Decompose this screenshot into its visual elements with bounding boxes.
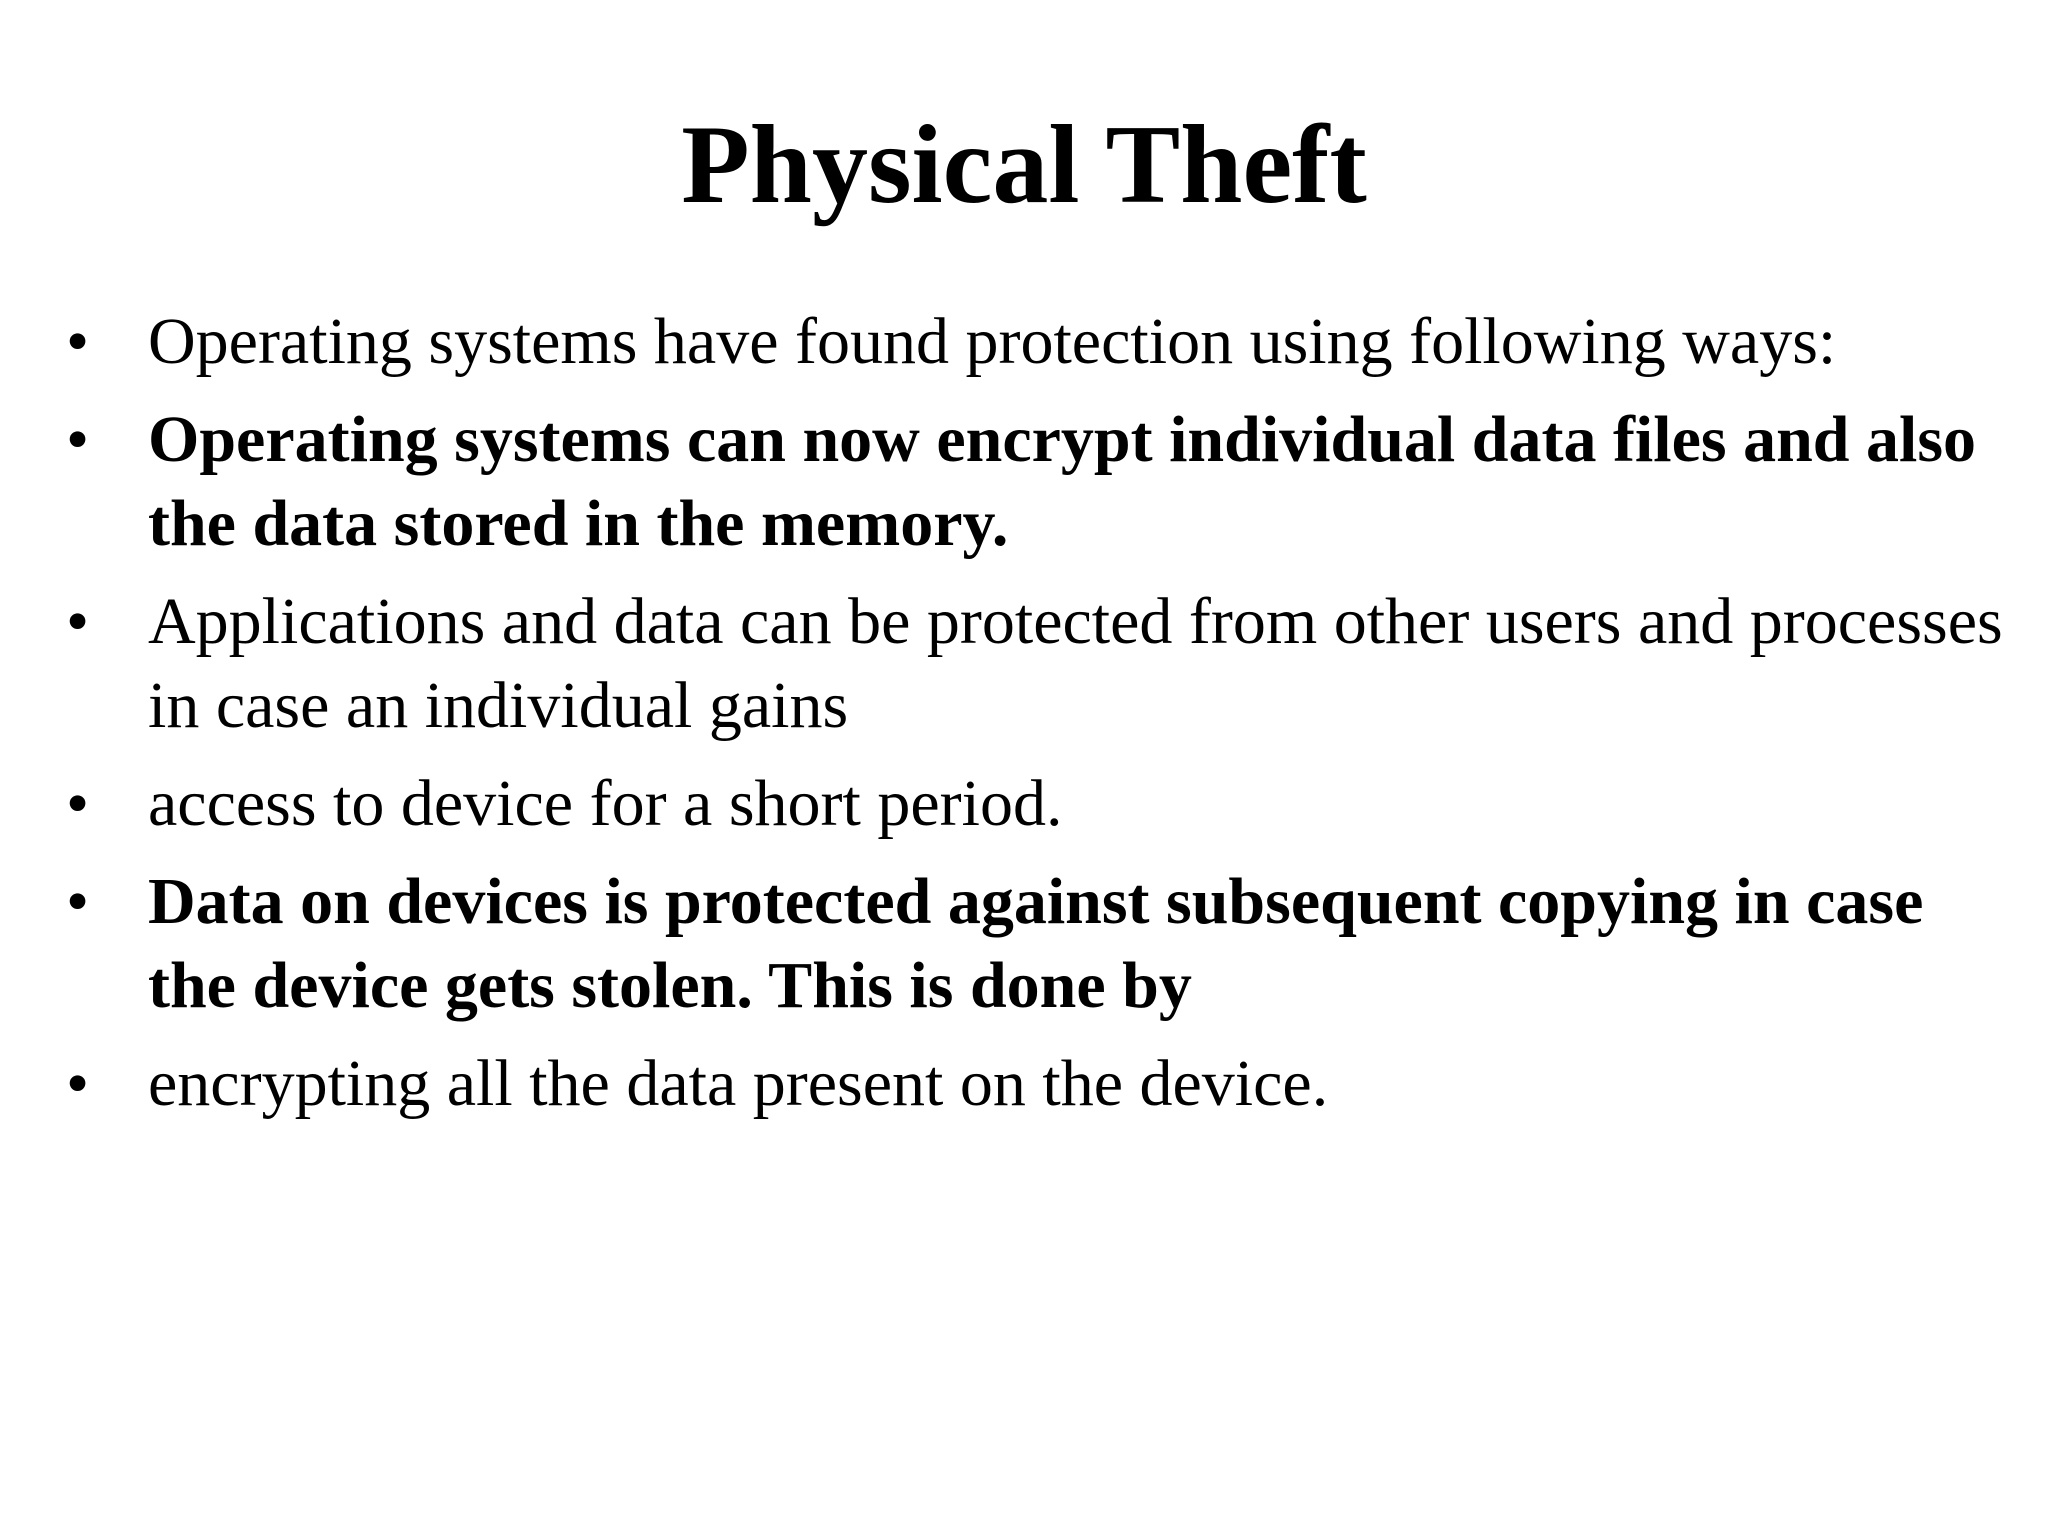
bullet-text: access to device for a short period.	[148, 767, 1063, 840]
bullet-item-4	[66, 762, 2026, 846]
bullet-list	[66, 300, 2026, 1140]
bullet-icon: •	[66, 865, 90, 938]
bullet-item-6	[66, 1042, 2026, 1126]
bullet-text: encrypting all the data present on the device.	[148, 1047, 1329, 1120]
bullet-text: Applications and data can be protected from other users and processes in case an individual gains	[148, 585, 2003, 742]
bullet-text: Operating systems can now encrypt individual data files and also the data stored in the memory.	[148, 403, 1977, 560]
bullet-icon: •	[66, 585, 90, 658]
bullet-item-1	[66, 300, 2026, 384]
bullet-item-2	[66, 398, 2026, 566]
bullet-text: Data on devices is protected against subsequent copying in case the device gets stolen. This is done by	[148, 865, 1924, 1022]
bullet-item-3	[66, 580, 2026, 748]
bullet-icon: •	[66, 767, 90, 840]
bullet-icon: •	[66, 403, 90, 476]
slide-title: Physical Theft	[681, 103, 1367, 227]
bullet-icon: •	[66, 305, 90, 378]
bullet-text: Operating systems have found protection using following ways:	[148, 305, 1837, 378]
bullet-icon: •	[66, 1047, 90, 1120]
bullet-item-5	[66, 860, 2026, 1028]
